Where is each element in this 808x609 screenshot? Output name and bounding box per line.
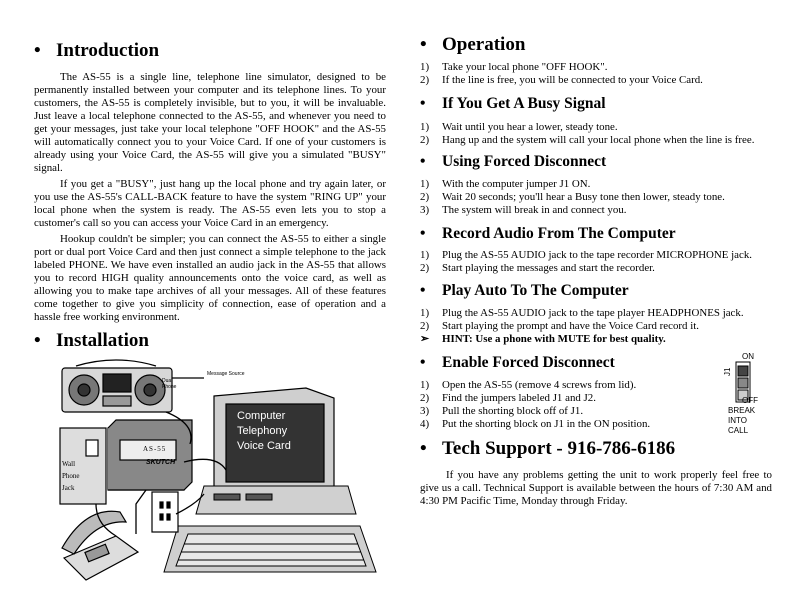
tech-support-heading: • Tech Support - 916-786-6186 <box>420 438 676 459</box>
arrow-bullet-icon: ➢ <box>420 333 430 345</box>
play-auto-heading: • Play Auto To The Computer <box>420 282 629 299</box>
jumper-break-label: BREAK INTO CALL <box>728 406 756 435</box>
list-item: 2) Start playing the prompt and have the Voice Card record it. <box>420 320 699 332</box>
wall-phone-jack-label: Wall Phone Jack <box>62 460 80 492</box>
hint-item: ➢ HINT: Use a phone with MUTE for best quality. <box>420 333 666 345</box>
list-item: 2) Find the jumpers labeled J1 and J2. <box>420 392 596 404</box>
intro-paragraph-1: The AS-55 is a single line, telephone line simulator, designed to be permanently installed between your computer and its telephone lines. To your customers, the AS-55 is completely invisible, but to you, it will be invaluable. Just leave a local telephone connected to the AS-55, and whenever you need to get your messages, just take your local telephone "OFF HOOK" and the AS-55 will automatically connect you to your Voice Card. If one of your customers is already using your Voice Card, the AS-55 will give you a simulated "BUSY" signal. <box>34 71 386 174</box>
busy-signal-steps <box>420 121 754 147</box>
installation-diagram <box>56 354 396 594</box>
list-item: 1) Wait until you hear a lower, steady tone. <box>420 121 618 133</box>
list-item: 2) Wait 20 seconds; you'll hear a Busy tone then lower, steady tone. <box>420 191 725 203</box>
intro-paragraph-3: Hookup couldn't be simpler; you can connect the AS-55 to either a single port or dual port Voice Card and then just connect a simple telephone to the jack labeled PHONE. We have even installed an audio jack in the AS-55 that allows you to record HIGH quality announcements onto the voice card, as well as allowing you to make tape archives of all your messages. All of these features come together to give you simplicity of connection, ease of operation and a hassle free working environment. <box>34 233 386 323</box>
list-item: 1) With the computer jumper J1 ON. <box>420 178 591 190</box>
boombox-illustration <box>62 360 172 412</box>
list-item: 4) Put the shorting block on J1 in the ON position. <box>420 418 651 430</box>
tech-support-text: If you have any problems getting the unit to work properly feel free to give us a call. Technical Support is available between the hours of 7:30 AM and 4:30 PM Pacific Time, Monday through Friday. <box>420 469 772 507</box>
list-item: 1) Plug the AS-55 AUDIO jack to the tape player HEADPHONES jack. <box>420 307 744 319</box>
forced-disconnect-heading: • Using Forced Disconnect <box>420 153 607 170</box>
operation-steps <box>420 61 703 87</box>
monitor-screen-text: Computer Telephony Voice Card <box>237 410 291 452</box>
play-auto-steps <box>420 307 744 346</box>
list-item: 2) Hang up and the system will call your local phone when the line is free. <box>420 134 755 146</box>
list-item: 3) The system will break in and connect you. <box>420 204 627 216</box>
list-item: 3) Pull the shorting block off of J1. <box>420 405 584 417</box>
as55-device-illustration <box>108 420 192 490</box>
list-item: 2) If the line is free, you will be connected to your Voice Card. <box>420 74 703 86</box>
record-audio-steps <box>420 249 752 275</box>
message-source-label: Message Source <box>207 371 245 377</box>
busy-signal-heading: • If You Get A Busy Signal <box>420 95 606 112</box>
enable-forced-steps <box>420 379 650 431</box>
list-item: 2) Start playing the messages and start the recorder. <box>420 262 655 274</box>
intro-paragraph-2: If you get a "BUSY", just hang up the local phone and try again later, or you use the AS-55's CALL-BACK feature to have the system "RING UP" your local phone when the system is ready. The AS-55 even lets you to stop a customer's call so you can access your Voice Card in an emergency. <box>34 178 386 229</box>
jumper-j1-label: J1 <box>723 367 732 376</box>
jumper-on-label: ON <box>742 352 754 361</box>
list-item: 1) Plug the AS-55 AUDIO jack to the tape recorder MICROPHONE jack. <box>420 249 753 261</box>
outlet-illustration <box>152 492 178 532</box>
list-item: 1) Open the AS-55 (remove 4 screws from lid). <box>420 379 637 391</box>
record-audio-heading: • Record Audio From The Computer <box>420 225 676 242</box>
dual-phone-label: Dual Phone <box>162 378 177 390</box>
introduction-heading: • Introduction <box>34 40 160 61</box>
enable-forced-heading: • Enable Forced Disconnect <box>420 354 615 371</box>
brand-label: SKUTCH <box>146 459 176 466</box>
installation-heading: • Installation <box>34 330 149 351</box>
keyboard-illustration <box>164 486 376 572</box>
forced-disconnect-steps <box>420 178 725 217</box>
list-item: 1) Take your local phone "OFF HOOK". <box>420 61 608 73</box>
operation-heading: • Operation <box>420 34 526 55</box>
jumper-off-label: OFF <box>742 396 758 405</box>
device-name-label: AS-55 <box>143 445 167 453</box>
